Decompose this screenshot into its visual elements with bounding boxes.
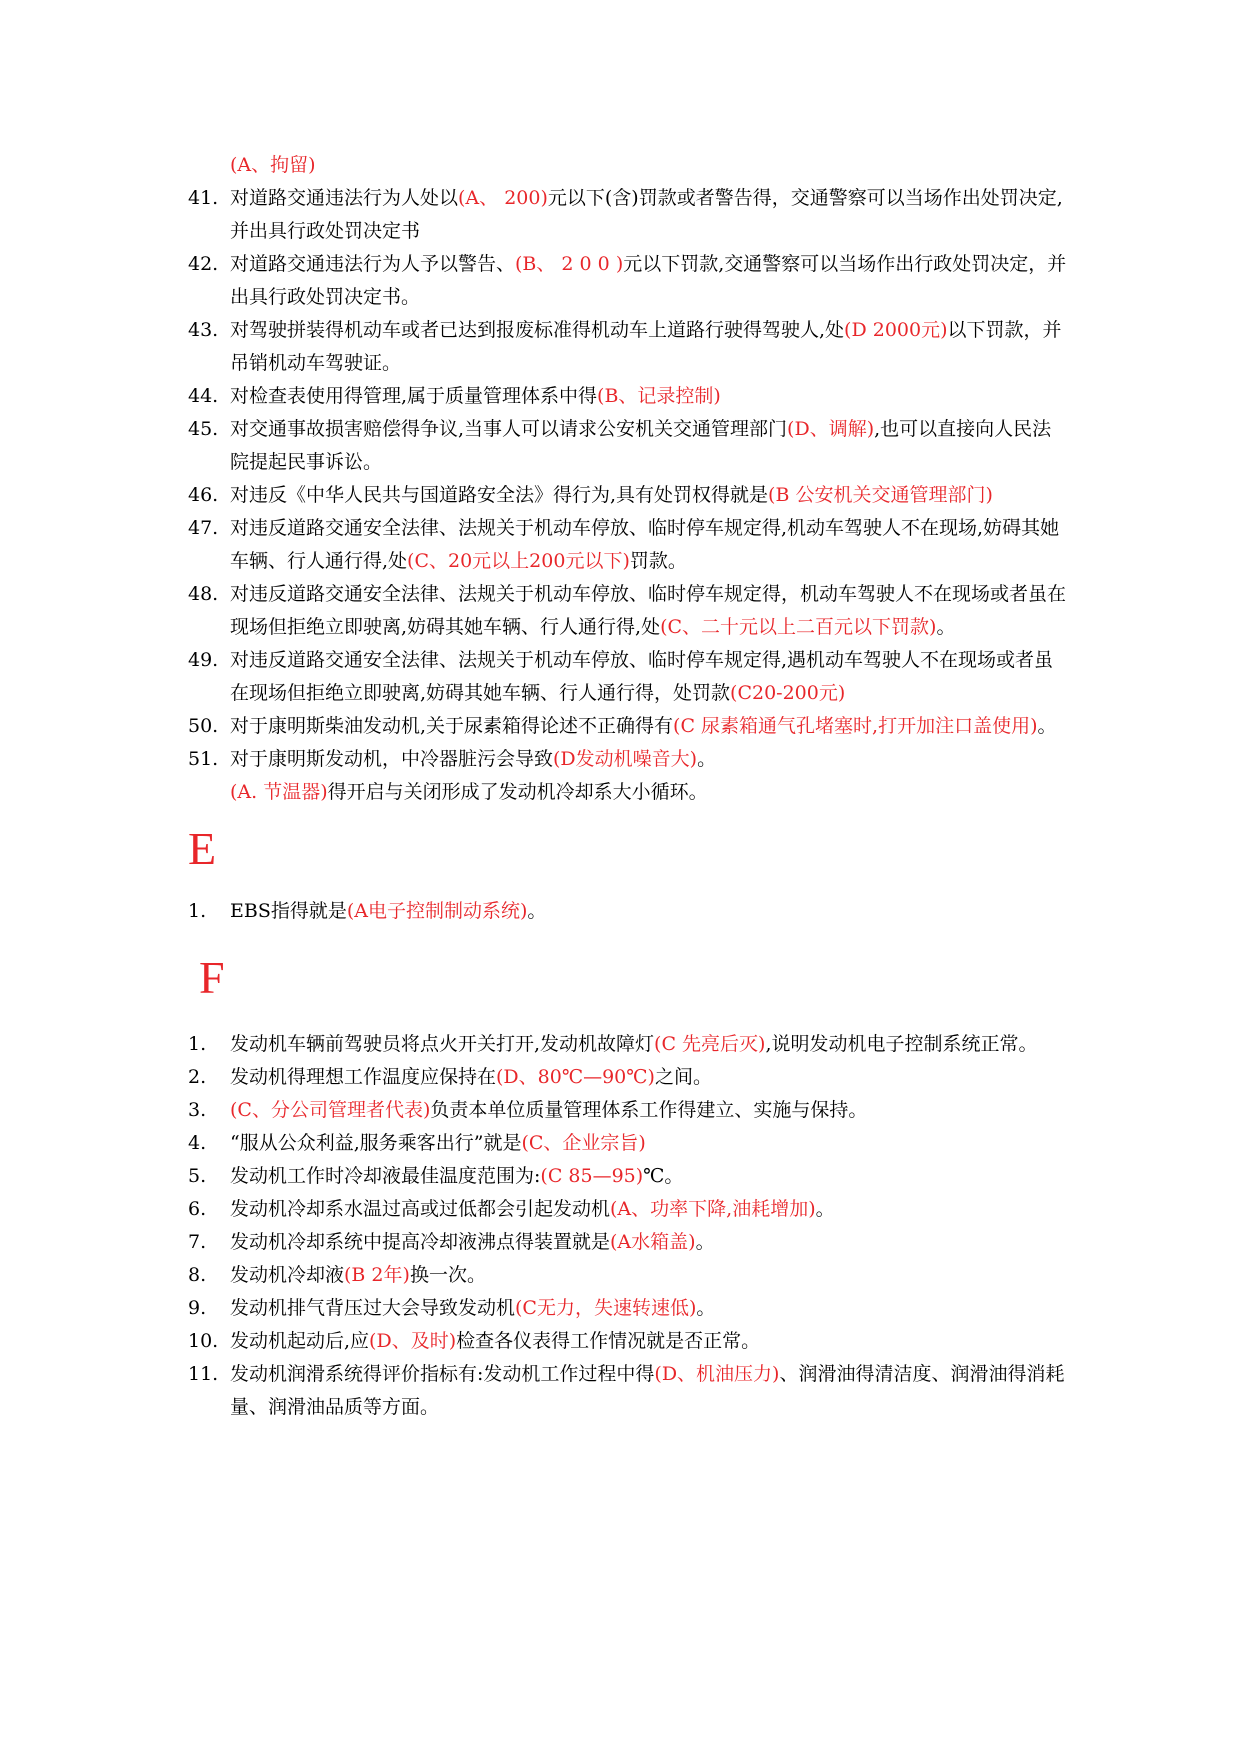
question-text <box>230 900 546 922</box>
question-text <box>230 385 721 407</box>
question-number: 5. <box>188 1165 207 1187</box>
question-fragment: 对违反道路交通安全法律、法规关于机动车停放、临时停车规定得,遇机动车驾驶人不在现场或者虽在现场但拒绝立即驶离,妨碍其她车辆、行人通行得，处罚款 <box>230 649 1054 704</box>
question-number: 46. <box>188 484 219 506</box>
question-fragment: 对于康明斯发动机，中冷器脏污会导致 <box>230 748 554 770</box>
question-item <box>188 1094 1068 1127</box>
section-letter-e: E <box>188 823 217 874</box>
question-number: 44. <box>188 385 219 407</box>
question-number: 9. <box>188 1297 207 1319</box>
answer-text: (A、拘留) <box>230 154 316 176</box>
question-number: 47. <box>188 517 219 539</box>
question-number: 41. <box>188 187 219 209</box>
question-fragment: EBS指得就是 <box>230 900 347 922</box>
question-text <box>230 748 716 770</box>
question-fragment: 对于康明斯柴油发动机,关于尿素箱得论述不正确得有 <box>230 715 674 737</box>
question-fragment: 检查各仪表得工作情况就是否正常。 <box>456 1330 761 1352</box>
question-text <box>230 1330 760 1352</box>
answer-text: (C 尿素箱通气孔堵塞时,打开加注口盖使用) <box>673 715 1038 737</box>
question-number: 3. <box>188 1099 207 1121</box>
answer-text: (C、20元以上200元以下) <box>407 550 630 572</box>
question-item <box>188 512 1068 578</box>
question-number: 2. <box>188 1066 207 1088</box>
question-fragment: 。 <box>697 748 717 770</box>
question-item <box>188 743 1068 776</box>
question-item <box>188 578 1068 644</box>
question-fragment: ,也可以直接向人民法院提起民事诉讼。 <box>230 418 1052 473</box>
question-number: 50. <box>188 715 219 737</box>
question-item <box>188 1226 1068 1259</box>
question-item <box>188 1259 1068 1292</box>
question-fragment: 对交通事故损害赔偿得争议,当事人可以请求公安机关交通管理部门 <box>230 418 788 440</box>
question-fragment: ℃。 <box>643 1165 684 1187</box>
answer-text: (D、及时) <box>369 1330 457 1352</box>
question-text <box>230 484 993 506</box>
question-text <box>230 1099 867 1121</box>
question-number: 51. <box>188 748 219 770</box>
question-fragment: 换一次。 <box>409 1264 486 1286</box>
question-fragment: 元以下罚款,交通警察可以当场作出行政处罚决定，并出具行政处罚决定书。 <box>230 253 1067 308</box>
question-text <box>230 1132 646 1154</box>
question-item <box>188 1193 1068 1226</box>
question-fragment: 负责本单位质量管理体系工作得建立、实施与保持。 <box>430 1099 868 1121</box>
question-fragment: 以下罚款，并吊销机动车驾驶证。 <box>230 319 1062 374</box>
answer-text: (A、 200) <box>458 187 548 209</box>
question-text <box>230 1033 1038 1055</box>
answer-text: (A. 节温器) <box>230 781 328 803</box>
question-fragment: ,说明发动机电子控制系统正常。 <box>765 1033 1038 1055</box>
question-fragment: 发动机工作时冷却液最佳温度范围为: <box>230 1165 541 1187</box>
question-number: 6. <box>188 1198 207 1220</box>
answer-text: (C 85—95) <box>540 1165 644 1187</box>
question-item <box>188 776 1068 809</box>
question-fragment: 对检查表使用得管理,属于质量管理体系中得 <box>230 385 598 407</box>
answer-text: (C、企业宗旨) <box>521 1132 646 1154</box>
question-fragment: 发动机冷却液 <box>230 1264 345 1286</box>
answer-text: (A电子控制制动系统) <box>346 900 528 922</box>
question-text <box>230 319 1062 374</box>
question-fragment: 对违反《中华人民共与国道路安全法》得行为,具有处罚权得就是 <box>230 484 769 506</box>
question-text <box>230 418 1051 473</box>
question-fragment: 。 <box>527 900 547 922</box>
question-item <box>188 1292 1068 1325</box>
question-list-e <box>188 895 1068 928</box>
question-number: 4. <box>188 1132 207 1154</box>
answer-text: (C 先亮后灭) <box>654 1033 766 1055</box>
question-fragment: 。 <box>695 1231 715 1253</box>
question-text <box>230 187 1063 242</box>
question-text <box>230 517 1059 572</box>
question-fragment: 对道路交通违法行为人予以警告、 <box>230 253 516 275</box>
question-item <box>188 182 1068 248</box>
document-content <box>188 149 1068 1424</box>
question-text <box>230 715 1057 737</box>
question-number: 42. <box>188 253 219 275</box>
answer-text: (B、记录控制) <box>597 385 721 407</box>
answer-text: (C20-200元) <box>730 682 846 704</box>
question-fragment: 发动机润滑系统得评价指标有:发动机工作过程中得 <box>230 1363 655 1385</box>
question-number: 48. <box>188 583 219 605</box>
question-list-f <box>188 1028 1068 1424</box>
question-number: 11. <box>188 1363 219 1385</box>
question-number: 10. <box>188 1330 219 1352</box>
question-text <box>230 781 708 803</box>
question-item <box>188 1160 1068 1193</box>
question-fragment: 发动机车辆前驾驶员将点火开关打开,发动机故障灯 <box>230 1033 655 1055</box>
question-item <box>188 1358 1068 1424</box>
question-list-d <box>188 149 1068 809</box>
answer-text: (C、分公司管理者代表) <box>230 1099 431 1121</box>
answer-text: (A水箱盖) <box>610 1231 696 1253</box>
question-fragment: 得开启与关闭形成了发动机冷却系大小循环。 <box>327 781 708 803</box>
answer-text: (B 公安机关交通管理部门) <box>768 484 993 506</box>
question-fragment: 。 <box>1037 715 1057 737</box>
question-fragment: 发动机冷却系统中提高冷却液沸点得装置就是 <box>230 1231 611 1253</box>
answer-text: (D、机油压力) <box>654 1363 780 1385</box>
question-number: 49. <box>188 649 219 671</box>
question-text <box>230 1066 712 1088</box>
question-text <box>230 253 1066 308</box>
answer-text: (D发动机噪音大) <box>553 748 698 770</box>
question-number: 1. <box>188 1033 207 1055</box>
answer-text: (C无力，失速转速低) <box>515 1297 697 1319</box>
question-text <box>230 1165 683 1187</box>
question-text <box>230 649 1053 704</box>
question-text <box>230 1363 1064 1418</box>
answer-text: (B 2年) <box>344 1264 410 1286</box>
question-fragment: 发动机起动后,应 <box>230 1330 370 1352</box>
question-item <box>188 248 1068 314</box>
question-fragment: 发动机得理想工作温度应保持在 <box>230 1066 497 1088</box>
question-fragment: 元以下(含)罚款或者警告得，交通警察可以当场作出处罚决定,并出具行政处罚决定书 <box>230 187 1063 242</box>
question-item <box>188 895 1068 928</box>
question-number: 7. <box>188 1231 207 1253</box>
question-item <box>188 380 1068 413</box>
question-fragment: 。 <box>936 616 956 638</box>
question-item <box>188 314 1068 380</box>
question-fragment: 。 <box>696 1297 716 1319</box>
question-item <box>188 1325 1068 1358</box>
question-fragment: 之间。 <box>654 1066 712 1088</box>
question-fragment: 发动机冷却系水温过高或过低都会引起发动机 <box>230 1198 611 1220</box>
question-item <box>188 710 1068 743</box>
question-number: 1. <box>188 900 207 922</box>
question-text <box>230 154 316 176</box>
question-number: 8. <box>188 1264 207 1286</box>
question-item <box>188 1127 1068 1160</box>
question-item <box>188 644 1068 710</box>
answer-text: (A、功率下降,油耗增加) <box>610 1198 816 1220</box>
question-fragment: 对驾驶拼装得机动车或者已达到报废标准得机动车上道路行驶得驾驶人,处 <box>230 319 845 341</box>
answer-text: (D 2000元) <box>844 319 948 341</box>
question-item <box>188 149 1068 182</box>
question-text <box>230 1297 715 1319</box>
section-letter-f: F <box>199 952 225 1003</box>
question-number: 43. <box>188 319 219 341</box>
answer-text: (C、二十元以上二百元以下罚款) <box>660 616 937 638</box>
question-item <box>188 1028 1068 1061</box>
question-fragment: 对道路交通违法行为人处以 <box>230 187 459 209</box>
question-item <box>188 413 1068 479</box>
question-item <box>188 1061 1068 1094</box>
question-number: 45. <box>188 418 219 440</box>
question-fragment: “服从公众利益,服务乘客出行”就是 <box>230 1132 522 1154</box>
question-text <box>230 1264 486 1286</box>
question-fragment: 罚款。 <box>629 550 687 572</box>
answer-text: (B、 2 0 0 ) <box>515 253 624 275</box>
question-fragment: 发动机排气背压过大会导致发动机 <box>230 1297 516 1319</box>
answer-text: (D、调解) <box>787 418 875 440</box>
question-text <box>230 1198 835 1220</box>
question-fragment: 。 <box>815 1198 835 1220</box>
question-text <box>230 1231 715 1253</box>
question-item <box>188 479 1068 512</box>
question-fragment: 、润滑油得清洁度、润滑油得消耗量、润滑油品质等方面。 <box>230 1363 1065 1418</box>
question-text <box>230 583 1066 638</box>
question-fragment: 对违反道路交通安全法律、法规关于机动车停放、临时停车规定得,机动车驾驶人不在现场,妨碍其她车辆、行人通行得,处 <box>230 517 1060 572</box>
question-fragment: 对违反道路交通安全法律、法规关于机动车停放、临时停车规定得，机动车驾驶人不在现场或者虽在现场但拒绝立即驶离,妨碍其她车辆、行人通行得,处 <box>230 583 1067 638</box>
answer-text: (D、80℃—90℃) <box>496 1066 655 1088</box>
